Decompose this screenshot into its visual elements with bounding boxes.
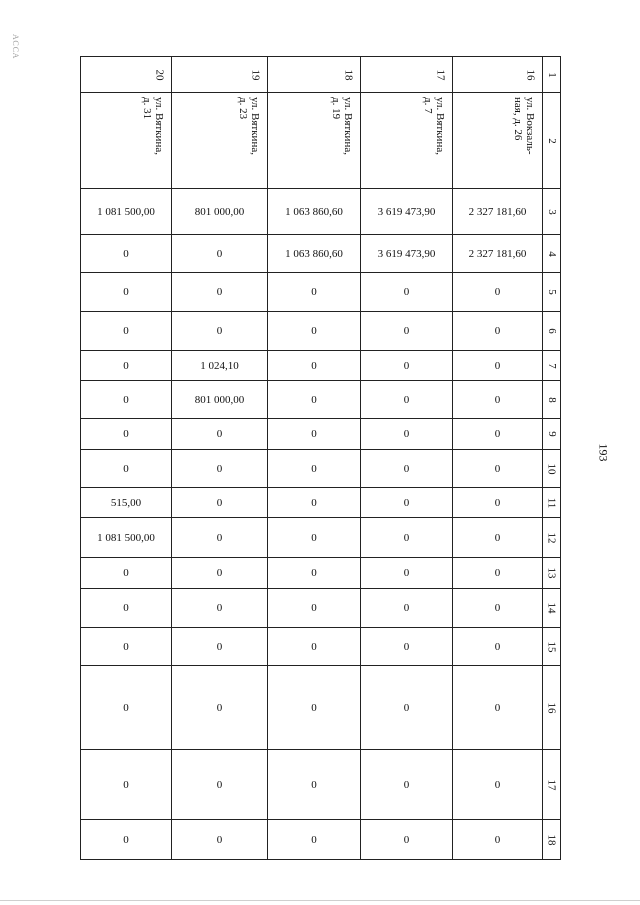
table-cell: 0 (268, 628, 361, 666)
table-cell: 0 (268, 518, 361, 558)
row-number-cell (543, 589, 561, 628)
table-cell: 0 (81, 820, 172, 860)
row-number-cell: 2 (543, 93, 561, 189)
row-number-cell (543, 488, 561, 518)
table-cell: 0 (268, 381, 361, 419)
table-row (81, 450, 561, 488)
table-row (81, 381, 561, 419)
table-row (81, 558, 561, 589)
column-number-row (81, 57, 561, 93)
table-cell: 0 (81, 312, 172, 351)
row-number: 18 (545, 834, 558, 845)
table-cell: 0 (81, 589, 172, 628)
table-cell: 0 (453, 351, 543, 381)
table-cell: 0 (361, 312, 453, 351)
table-cell: 0 (268, 666, 361, 750)
table-row (81, 518, 561, 558)
table-cell: 1 063 860,60 (268, 189, 361, 235)
table-cell: 0 (453, 488, 543, 518)
table-cell: 0 (81, 450, 172, 488)
table-cell: 0 (361, 273, 453, 312)
row-number-cell (543, 381, 561, 419)
table-cell: 0 (268, 450, 361, 488)
table-cell: 0 (81, 419, 172, 450)
column-number-cell: 18 (268, 57, 361, 93)
table-cell: 0 (81, 381, 172, 419)
table-cell: 0 (81, 273, 172, 312)
table-cell: 0 (361, 820, 453, 860)
table-cell: 0 (361, 750, 453, 820)
table-row (81, 820, 561, 860)
table-cell: 0 (453, 450, 543, 488)
table-cell: 0 (453, 273, 543, 312)
row-number-cell (543, 189, 561, 235)
row-number: 11 (545, 497, 558, 508)
table-cell: 2 327 181,60 (453, 189, 543, 235)
table-cell: 0 (172, 628, 268, 666)
row-number-cell (543, 750, 561, 820)
table-cell: 3 619 473,90 (361, 189, 453, 235)
table-cell: 0 (453, 628, 543, 666)
table-row (81, 488, 561, 518)
row-number-cell: 1 (543, 57, 561, 93)
table-cell: 0 (172, 518, 268, 558)
row-number-cell (543, 558, 561, 589)
address-cell: ул. Вокзаль- ная, д. 26 (453, 93, 543, 189)
row-number: 7 (545, 362, 558, 369)
table-row (81, 419, 561, 450)
address-row (81, 93, 561, 189)
table-cell: 0 (268, 589, 361, 628)
table-cell: 0 (172, 558, 268, 589)
table-cell: 0 (268, 419, 361, 450)
address-cell: ул. Вяткина, д. 19 (268, 93, 361, 189)
row-number-cell (543, 820, 561, 860)
table-row (81, 628, 561, 666)
table-row (81, 589, 561, 628)
table-cell: 1 081 500,00 (81, 518, 172, 558)
table-cell: 0 (361, 589, 453, 628)
table-cell: 0 (172, 312, 268, 351)
address-cell: ул. Вяткина, д. 23 (172, 93, 268, 189)
table-cell: 0 (172, 589, 268, 628)
table-cell: 0 (361, 381, 453, 419)
table-cell: 0 (453, 589, 543, 628)
table-cell: 0 (172, 750, 268, 820)
table-cell: 1 024,10 (172, 351, 268, 381)
table-cell: 0 (361, 419, 453, 450)
table-cell: 0 (453, 750, 543, 820)
row-number: 17 (545, 779, 558, 790)
row-number: 6 (545, 328, 558, 334)
row-number-cell (543, 628, 561, 666)
table-cell: 0 (453, 666, 543, 750)
table-cell: 515,00 (81, 488, 172, 518)
row-number: 3 (545, 208, 558, 215)
table-cell: 3 619 473,90 (361, 235, 453, 273)
row-number: 15 (545, 641, 558, 652)
address-cell: ул. Вяткина, д. 7 (361, 93, 453, 189)
row-number: 9 (545, 431, 558, 437)
table-row (81, 351, 561, 381)
row-number: 14 (545, 602, 558, 614)
table-cell: 0 (453, 518, 543, 558)
row-number: 8 (545, 396, 558, 403)
table-cell: 1 081 500,00 (81, 189, 172, 235)
row-number-cell (543, 419, 561, 450)
row-number-cell (543, 518, 561, 558)
row-number: 13 (545, 567, 558, 579)
table-row (81, 312, 561, 351)
table-cell: 0 (361, 351, 453, 381)
table-cell: 0 (453, 419, 543, 450)
table-cell: 0 (172, 235, 268, 273)
table-cell: 0 (172, 419, 268, 450)
row-number-cell (543, 273, 561, 312)
row-number: 4 (545, 250, 558, 257)
table-cell: 0 (81, 558, 172, 589)
table-cell: 0 (81, 666, 172, 750)
table-cell: 801 000,00 (172, 381, 268, 419)
table-cell: 0 (172, 488, 268, 518)
table-cell: 0 (268, 750, 361, 820)
page-edge-line (0, 900, 640, 901)
table-cell: 0 (172, 450, 268, 488)
table-row (81, 750, 561, 820)
table-row (81, 189, 561, 235)
table-cell: 2 327 181,60 (453, 235, 543, 273)
data-table (80, 56, 561, 860)
table-cell: 0 (453, 381, 543, 419)
table-cell: 0 (453, 558, 543, 589)
column-number-cell: 19 (172, 57, 268, 93)
table-cell: 0 (361, 628, 453, 666)
table-cell: 0 (268, 820, 361, 860)
row-number-cell (543, 351, 561, 381)
row-number: 10 (545, 463, 558, 474)
table-cell: 801 000,00 (172, 189, 268, 235)
column-number-cell: 17 (361, 57, 453, 93)
row-number: 16 (545, 702, 558, 713)
table-cell: 0 (81, 628, 172, 666)
table-cell: 0 (453, 312, 543, 351)
row-number-cell (543, 312, 561, 351)
table-cell: 0 (361, 488, 453, 518)
table-row (81, 235, 561, 273)
table-cell: 0 (268, 488, 361, 518)
table-cell: 0 (172, 820, 268, 860)
table-cell: 0 (81, 750, 172, 820)
table-cell: 0 (268, 558, 361, 589)
column-number-cell: 16 (453, 57, 543, 93)
table-cell: 0 (268, 312, 361, 351)
page-number: 193 (596, 443, 611, 462)
table-row (81, 273, 561, 312)
table-cell: 0 (268, 273, 361, 312)
table-cell: 0 (81, 235, 172, 273)
table-row (81, 666, 561, 750)
table-cell: 0 (361, 666, 453, 750)
row-number: 5 (545, 289, 558, 295)
row-number-cell (543, 235, 561, 273)
table-cell: 0 (172, 666, 268, 750)
table-cell: 0 (453, 820, 543, 860)
table-cell: 0 (361, 558, 453, 589)
table-cell: 0 (361, 450, 453, 488)
table-cell: 0 (81, 351, 172, 381)
table-cell: 0 (361, 518, 453, 558)
column-number-cell: 20 (81, 57, 172, 93)
table-cell: 0 (268, 351, 361, 381)
archive-stamp: АССА (11, 34, 20, 60)
table-cell: 1 063 860,60 (268, 235, 361, 273)
address-cell: ул. Вяткина, д. 31 (81, 93, 172, 189)
row-number: 12 (545, 532, 558, 543)
row-number-cell (543, 666, 561, 750)
table-cell: 0 (172, 273, 268, 312)
row-number-cell (543, 450, 561, 488)
